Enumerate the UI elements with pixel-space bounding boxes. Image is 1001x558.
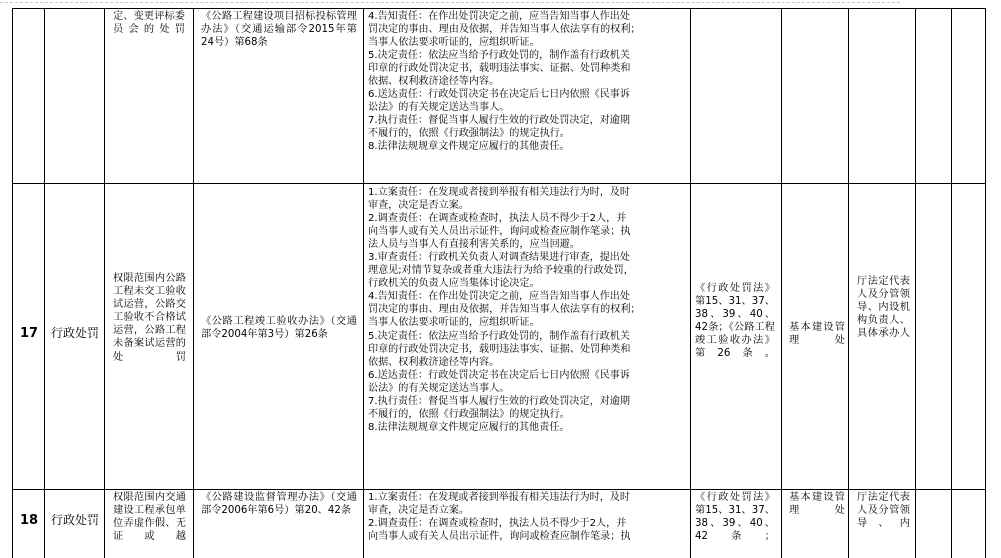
duty-line: 8.法律法规规章文件规定应履行的其他责任。 xyxy=(368,141,570,153)
column-border xyxy=(985,8,986,558)
power-type: 行政处罚 xyxy=(50,327,99,340)
department: 基本建设管理处 xyxy=(789,322,845,347)
duty-line: 不履行的，依照《行政强制法》的规定执行。 xyxy=(368,408,570,420)
duty-line: 依据、权利救济途径等内容。 xyxy=(368,76,500,88)
duty-line: 5.决定责任：依法应当给予行政处罚的，制作盖有行政机关 xyxy=(368,50,630,62)
duty-line: 讼法》的有关规定送达当事人。 xyxy=(368,382,510,394)
duty-line: 2.调查责任：在调查或检查时，执法人员不得少于2人，并 xyxy=(368,213,627,225)
power-type: 行政处罚 xyxy=(50,514,99,527)
duty-line: 印章的行政处罚决定书，载明违法事实、证据、处罚种类和 xyxy=(368,343,631,355)
law-refs: 《行政处罚法》第15、31、37、38、39、40、42条；《公路工程竣工验收办法》第26条。 xyxy=(695,283,775,360)
duty-line: 8.法律法规规章文件规定应履行的其他责任。 xyxy=(368,421,570,433)
duty-list xyxy=(368,491,688,543)
duty-line: 7.执行责任：督促当事人履行生效的行政处罚决定，对逾期 xyxy=(368,115,630,127)
law-refs: 《行政处罚法》第15、31、37、38、39、40、42条； xyxy=(695,492,775,543)
item-name: 权限范围内交通建设工程承包单位弄虚作假、无证或越 xyxy=(113,492,186,543)
duty-line: 罚决定的事由、理由及依据，并告知当事人依法享有的权利； xyxy=(368,304,641,316)
prev-legal-basis: 《公路工程建设项目招标投标管理办法》（交通运输部令2015年第24号）第68条 xyxy=(201,11,357,49)
item-name: 权限范围内公路工程未交工验收试运营，公路交工验收不合格试运营，公路工程未备案试运营的处罚 xyxy=(113,273,186,363)
column-border xyxy=(12,8,13,558)
duty-line: 行政机关的负责人应当集体讨论决定。 xyxy=(368,278,540,290)
column-border xyxy=(951,8,952,558)
page-margin-guide xyxy=(0,2,900,3)
column-border xyxy=(915,8,916,558)
duty-line: 4.告知责任：在作出处罚决定之前，应当告知当事人作出处 xyxy=(368,11,630,22)
duty-line: 7.执行责任：督促当事人履行生效的行政处罚决定，对逾期 xyxy=(368,395,630,407)
column-border xyxy=(363,8,364,558)
row-divider-18 xyxy=(12,489,986,490)
duty-line: 5.决定责任：依法应当给予行政处罚的，制作盖有行政机关 xyxy=(368,330,630,342)
column-border xyxy=(690,8,691,558)
duty-line: 向当事人或有关人员出示证件，询问或检查应制作笔录；执 xyxy=(368,531,631,543)
duty-line: 理意见;对情节复杂或者重大违法行为给予较重的行政处罚， xyxy=(368,265,634,277)
duty-line: 当事人依法要求听证的，应组织听证。 xyxy=(368,317,540,329)
duty-line: 审查，决定是否立案。 xyxy=(368,200,469,212)
row-number: 18 xyxy=(19,514,39,528)
duty-line: 1.立案责任：在发现或者接到举报有相关违法行为时，及时 xyxy=(368,187,630,198)
department: 基本建设管理处 xyxy=(789,492,845,517)
duty-line: 1.立案责任：在发现或者接到举报有相关违法行为时，及时 xyxy=(368,492,630,503)
duty-line: 6.送达责任：行政处罚决定书在决定后七日内依照《民事诉 xyxy=(368,369,630,381)
column-border xyxy=(193,8,194,558)
column-border xyxy=(848,8,849,558)
legal-basis: 《公路建设监督管理办法》（交通部令2006年第6号）第20、42条 xyxy=(201,492,357,517)
duty-line: 依据、权利救济途径等内容。 xyxy=(368,356,500,368)
row-divider-17 xyxy=(12,183,986,184)
responsible-persons: 厅法定代表人及分管领导、内设机构负责人、具体承办人 xyxy=(857,276,910,340)
duty-line: 讼法》的有关规定送达当事人。 xyxy=(368,102,510,114)
duty-line: 审查，决定是否立案。 xyxy=(368,505,469,517)
column-border xyxy=(781,8,782,558)
legal-basis: 《公路工程竣工验收办法》（交通部令2004年第3号）第26条 xyxy=(201,316,357,341)
duty-line: 不履行的，依照《行政强制法》的规定执行。 xyxy=(368,128,570,140)
duty-line: 向当事人或有关人员出示证件，询问或检查应制作笔录；执 xyxy=(368,226,631,238)
duty-line: 6.送达责任：行政处罚决定书在决定后七日内依照《民事诉 xyxy=(368,89,630,101)
column-border xyxy=(104,8,105,558)
row-number: 17 xyxy=(19,327,39,341)
prev-item-name: 定、变更评标委员会的处罚 xyxy=(113,11,185,36)
duty-line: 罚决定的事由、理由及依据，并告知当事人依法享有的权利； xyxy=(368,24,641,36)
duty-line: 当事人依法要求听证的，应组织听证。 xyxy=(368,37,540,49)
duty-line: 印章的行政处罚决定书，载明违法事实、证据、处罚种类和 xyxy=(368,63,631,75)
row-divider-top xyxy=(12,8,986,9)
column-border xyxy=(44,8,45,558)
duty-line: 法人员与当事人有直接利害关系的，应当回避。 xyxy=(368,239,580,251)
duty-line: 3.审查责任：行政机关负责人对调查结果进行审查，提出处 xyxy=(368,252,630,264)
prev-duty-list xyxy=(368,10,688,154)
duty-line: 4.告知责任：在作出处罚决定之前，应当告知当事人作出处 xyxy=(368,291,630,303)
responsible-persons: 厅法定代表人及分管领导、内 xyxy=(857,492,910,530)
duty-line: 2.调查责任：在调查或检查时，执法人员不得少于2人，并 xyxy=(368,518,627,530)
duty-list xyxy=(368,186,688,434)
